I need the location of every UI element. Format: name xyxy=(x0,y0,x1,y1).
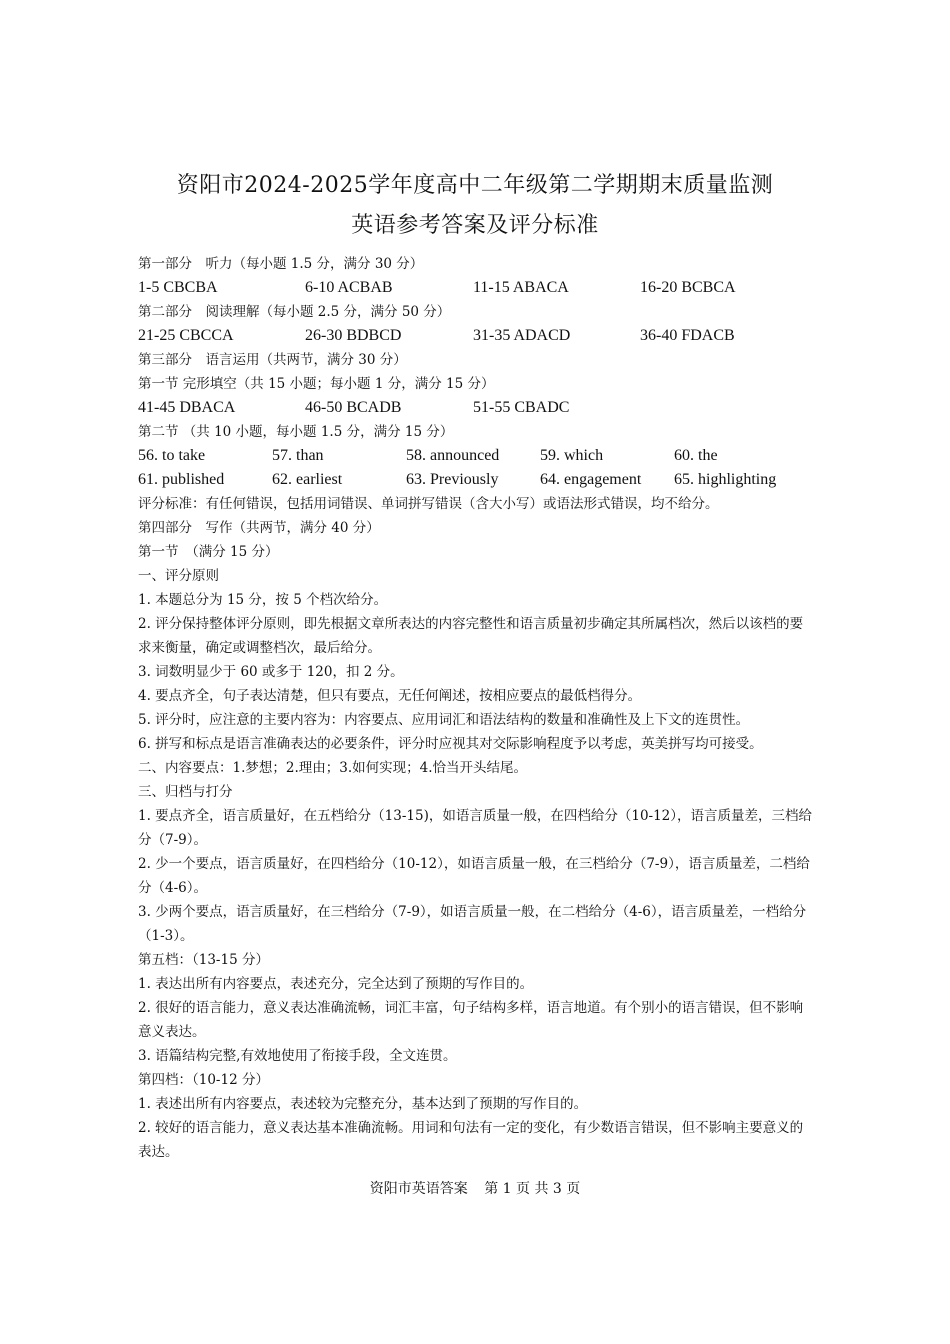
page-footer xyxy=(0,1178,950,1198)
answer-item: 61. published xyxy=(138,471,225,488)
page-title: 资阳市2024-2025学年度高中二年级第二学期期末质量监测 xyxy=(176,173,774,198)
footer-page-number: 第 1 页 共 3 页 xyxy=(484,1181,581,1197)
principles-heading: 一、评分原则 xyxy=(138,568,219,584)
part4-heading: 第四部分 写作（共两节，满分 40 分） xyxy=(138,520,380,536)
footer-document-name: 资阳市英语答案 xyxy=(369,1181,468,1197)
content-points: 二、内容要点：1.梦想；2.理由；3.如何实现；4.恰当开头结尾。 xyxy=(138,760,528,776)
scoring-note: 评分标准：有任何错误，包括用词错误、单词拼写错误（含大小写）或语法形式错误，均不给分。 xyxy=(138,496,719,512)
answer-item: 60. the xyxy=(674,447,718,464)
answer-item: 65. highlighting xyxy=(674,471,777,488)
level-criterion: 1. 表达出所有内容要点，表述充分，完全达到了预期的写作目的。 xyxy=(138,976,534,992)
answer-group: 36-40 FDACB xyxy=(640,327,735,344)
answer-item: 63. Previously xyxy=(406,471,499,488)
principle-item: 2. 评分保持整体评分原则，即先根据文章所表达的内容完整性和语言质量初步确定其所属档次，然后以该档的要求来衡量，确定或调整档次，最后给分。 xyxy=(138,616,804,656)
answer-item: 56. to take xyxy=(138,447,206,464)
answer-group: 21-25 CBCCA xyxy=(138,327,234,344)
answer-group: 1-5 CBCBA xyxy=(138,279,218,296)
answer-item: 58. announced xyxy=(406,447,500,464)
answer-group: 46-50 BCADB xyxy=(305,399,402,416)
answer-item: 59. which xyxy=(540,447,604,464)
page-subtitle: 英语参考答案及评分标准 xyxy=(351,213,599,238)
grading-item: 2. 少一个要点，语言质量好，在四档给分（10-12），如语言质量一般，在三档给分（7-9），语言质量差，二档给分（4-6）。 xyxy=(138,856,810,896)
grading-heading: 三、归档与打分 xyxy=(138,784,233,800)
answer-item: 57. than xyxy=(272,447,324,464)
level-criterion: 1. 表述出所有内容要点，表述较为完整充分，基本达到了预期的写作目的。 xyxy=(138,1096,588,1112)
principle-item: 1. 本题总分为 15 分，按 5 个档次给分。 xyxy=(138,592,388,608)
answer-item: 62. earliest xyxy=(272,471,343,488)
level-criterion: 2. 较好的语言能力，意义表达基本准确流畅。用词和句法有一定的变化，有少数语言错误，但不影响主要意义的表达。 xyxy=(138,1120,804,1160)
grading-item: 3. 少两个要点，语言质量好，在三档给分（7-9），如语言质量一般，在二档给分（4-6），语言质量差，一档给分（1-3）。 xyxy=(138,904,807,944)
part4-section1-heading: 第一节 （满分 15 分） xyxy=(138,544,279,560)
grading-item: 1. 要点齐全，语言质量好，在五档给分（13-15)，如语言质量一般，在四档给分（10-12），语言质量差，三档给分（7-9）。 xyxy=(138,808,813,848)
principle-item: 5. 评分时，应注意的主要内容为：内容要点、应用词汇和语法结构的数量和准确性及上下文的连贯性。 xyxy=(138,712,750,728)
level-criterion: 2. 很好的语言能力，意义表达准确流畅，词汇丰富，句子结构多样，语言地道。有个别小的语言错误，但不影响意义表达。 xyxy=(138,1000,804,1040)
part2-heading: 第二部分 阅读理解（每小题 2.5 分，满分 50 分） xyxy=(138,304,451,320)
principle-item: 6. 拼写和标点是语言准确表达的必要条件，评分时应视其对交际影响程度予以考虑，英美拼写均可接受。 xyxy=(138,736,763,752)
answer-group: 26-30 BDBCD xyxy=(305,327,402,344)
part3-heading: 第三部分 语言运用（共两节，满分 30 分） xyxy=(138,352,407,368)
answer-item: 64. engagement xyxy=(540,471,642,488)
level5-heading: 第五档：（13-15 分） xyxy=(138,952,269,968)
principle-item: 3. 词数明显少于 60 或多于 120，扣 2 分。 xyxy=(138,664,404,680)
answer-group: 11-15 ABACA xyxy=(473,279,569,296)
answer-group: 51-55 CBADC xyxy=(473,399,570,416)
answer-group: 41-45 DBACA xyxy=(138,399,236,416)
principle-item: 4. 要点齐全，句子表达清楚，但只有要点，无任何阐述，按相应要点的最低档得分。 xyxy=(138,688,642,704)
level-criterion: 3. 语篇结构完整,有效地使用了衔接手段，全文连贯。 xyxy=(138,1048,457,1064)
level4-heading: 第四档：（10-12 分） xyxy=(138,1072,269,1088)
part3-section1-heading: 第一节 完形填空（共 15 小题；每小题 1 分，满分 15 分） xyxy=(138,376,495,392)
answer-group: 31-35 ADACD xyxy=(473,327,571,344)
answer-group: 16-20 BCBCA xyxy=(640,279,736,296)
part1-heading: 第一部分 听力（每小题 1.5 分，满分 30 分） xyxy=(138,256,424,272)
answer-group: 6-10 ACBAB xyxy=(305,279,393,296)
part3-section2-heading: 第二节 （共 10 小题，每小题 1.5 分，满分 15 分） xyxy=(138,424,454,440)
